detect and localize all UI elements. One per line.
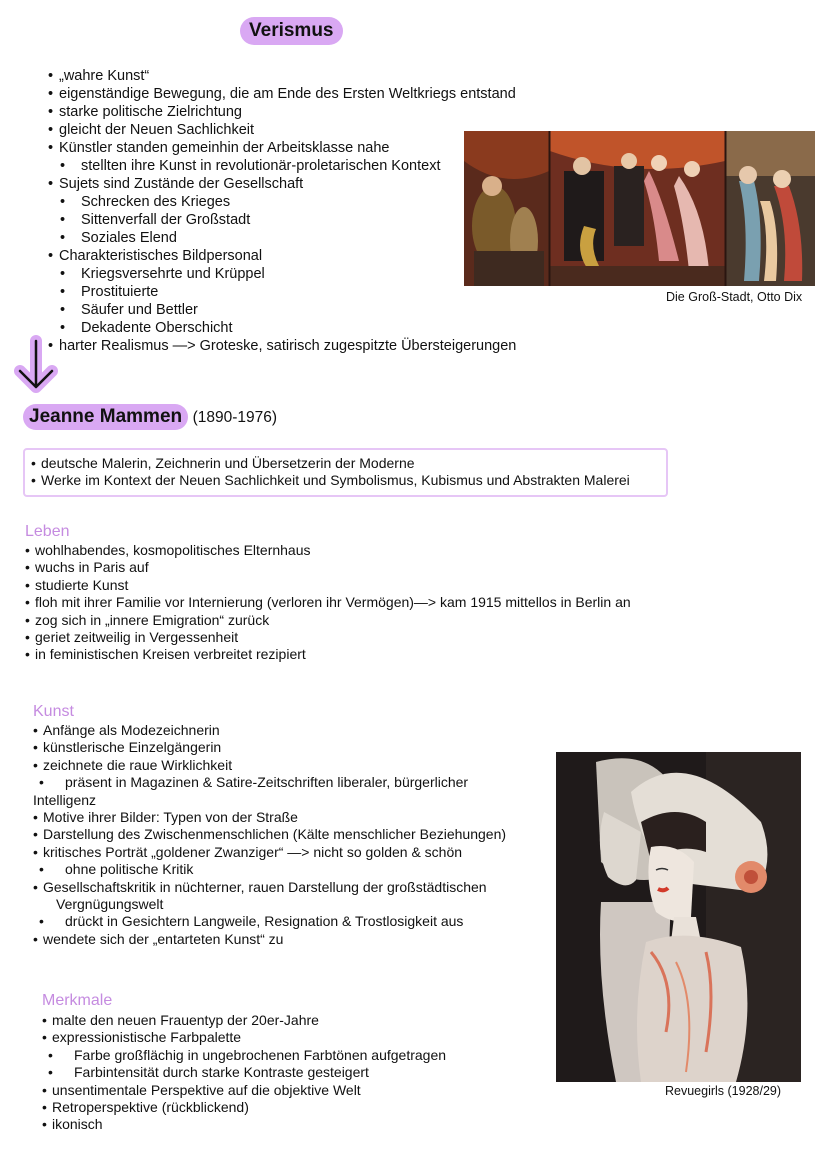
merkmale-list-item: • Farbe großflächig in ungebrochenen Farbtönen aufgetragen xyxy=(42,1047,446,1064)
leben-list-item: • in feministischen Kreisen verbreitet rezipiert xyxy=(25,646,631,663)
verismus-list-item: • Künstler standen gemeinhin der Arbeitsklasse nahe xyxy=(48,139,516,157)
verismus-title: Verismus xyxy=(240,17,343,45)
down-arrow-icon xyxy=(12,333,60,395)
kunst-list-item: • künstlerische Einzelgängerin xyxy=(33,739,506,756)
verismus-list-item: • „wahre Kunst“ xyxy=(48,67,516,85)
merkmale-list-item: • Farbintensität durch starke Kontraste gesteigert xyxy=(42,1064,446,1081)
merkmale-list-item: • expressionistische Farbpalette xyxy=(42,1029,446,1046)
verismus-list-item: • Dekadente Oberschicht xyxy=(48,319,516,337)
merkmale-list-item: • unsentimentale Perspektive auf die objektive Welt xyxy=(42,1082,446,1099)
kunst-list-item: • präsent in Magazinen & Satire-Zeitschriften liberaler, bürgerlicher xyxy=(33,774,506,791)
verismus-list-item: • starke politische Zielrichtung xyxy=(48,103,516,121)
intro-list-item: • deutsche Malerin, Zeichnerin und Übersetzerin der Moderne xyxy=(31,455,658,472)
verismus-list-item: • Schrecken des Krieges xyxy=(48,193,516,211)
merkmale-list-item: • ikonisch xyxy=(42,1116,446,1133)
leben-list-item: • geriet zeitweilig in Vergessenheit xyxy=(25,629,631,646)
verismus-list xyxy=(48,67,516,355)
verismus-list-item: • Charakteristisches Bildpersonal xyxy=(48,247,516,265)
kunst-list-item: • Darstellung des Zwischenmenschlichen (Kälte menschlicher Beziehungen) xyxy=(33,826,506,843)
leben-list xyxy=(25,542,631,664)
kunst-list-item: • zeichnete die raue Wirklichkeit xyxy=(33,757,506,774)
verismus-list-item: • Prostituierte xyxy=(48,283,516,301)
leben-list-item: • floh mit ihrer Familie vor Internierung (verloren ihr Vermögen)—> kam 1915 mittellos in Berlin an xyxy=(25,594,631,611)
revuegirls-painting-image xyxy=(556,752,801,1082)
grossstadt-painting-image xyxy=(464,131,815,286)
verismus-list-item: • gleicht der Neuen Sachlichkeit xyxy=(48,121,516,139)
kunst-list-item: • kritisches Porträt „goldener Zwanziger“ —> nicht so golden & schön xyxy=(33,844,506,861)
intro-list-item: • Werke im Kontext der Neuen Sachlichkeit und Symbolismus, Kubismus und Abstrakten Malerei xyxy=(31,472,658,489)
verismus-list-item: • Soziales Elend xyxy=(48,229,516,247)
grossstadt-caption: Die Groß-Stadt, Otto Dix xyxy=(666,290,803,304)
kunst-list xyxy=(33,722,506,948)
kunst-list-item: • Anfänge als Modezeichnerin xyxy=(33,722,506,739)
verismus-list-item: • Säufer und Bettler xyxy=(48,301,516,319)
revuegirls-caption: Revuegirls (1928/29) xyxy=(665,1084,782,1098)
leben-list-item: • wuchs in Paris auf xyxy=(25,559,631,576)
grossstadt-painting xyxy=(464,131,815,286)
verismus-list-item: • Sujets sind Zustände der Gesellschaft xyxy=(48,175,516,193)
mammen-intro-box xyxy=(23,448,668,497)
mammen-name: Jeanne Mammen xyxy=(23,404,188,430)
kunst-list-item: • ohne politische Kritik xyxy=(33,861,506,878)
verismus-list-item: • Sittenverfall der Großstadt xyxy=(48,211,516,229)
mammen-intro-list xyxy=(31,455,658,489)
merkmale-list-item: • Retroperspektive (rückblickend) xyxy=(42,1099,446,1116)
leben-list-item: • zog sich in „innere Emigration“ zurück xyxy=(25,612,631,629)
leben-list-item: • wohlhabendes, kosmopolitisches Elternhaus xyxy=(25,542,631,559)
kunst-list-item: Intelligenz xyxy=(33,791,97,808)
kunst-list-item: Vergnügungswelt xyxy=(56,896,164,913)
merkmale-list xyxy=(42,1012,446,1134)
verismus-list-item: • Kriegsversehrte und Krüppel xyxy=(48,265,516,283)
kunst-list-item: • Motive ihrer Bilder: Typen von der Straße xyxy=(33,809,506,826)
kunst-list-item: • wendete sich der „entarteten Kunst“ zu xyxy=(33,931,506,948)
kunst-heading: Kunst xyxy=(33,703,74,720)
mammen-heading xyxy=(23,404,277,430)
leben-heading: Leben xyxy=(25,523,70,540)
mammen-years: (1890-1976) xyxy=(192,409,278,426)
verismus-list-item: • stellten ihre Kunst in revolutionär-proletarischen Kontext xyxy=(48,157,516,175)
verismus-list-item: • harter Realismus —> Groteske, satirisch zugespitzte Übersteigerungen xyxy=(48,337,516,355)
verismus-list-item: • eigenständige Bewegung, die am Ende des Ersten Weltkriegs entstand xyxy=(48,85,516,103)
revuegirls-painting xyxy=(556,752,801,1082)
merkmale-list-item: • malte den neuen Frauentyp der 20er-Jahre xyxy=(42,1012,446,1029)
leben-list-item: • studierte Kunst xyxy=(25,577,631,594)
merkmale-heading: Merkmale xyxy=(42,992,113,1009)
kunst-list-item: • Gesellschaftskritik in nüchterner, rauen Darstellung der großstädtischen xyxy=(33,879,506,896)
kunst-list-item: • drückt in Gesichtern Langweile, Resignation & Trostlosigkeit aus xyxy=(33,913,506,930)
